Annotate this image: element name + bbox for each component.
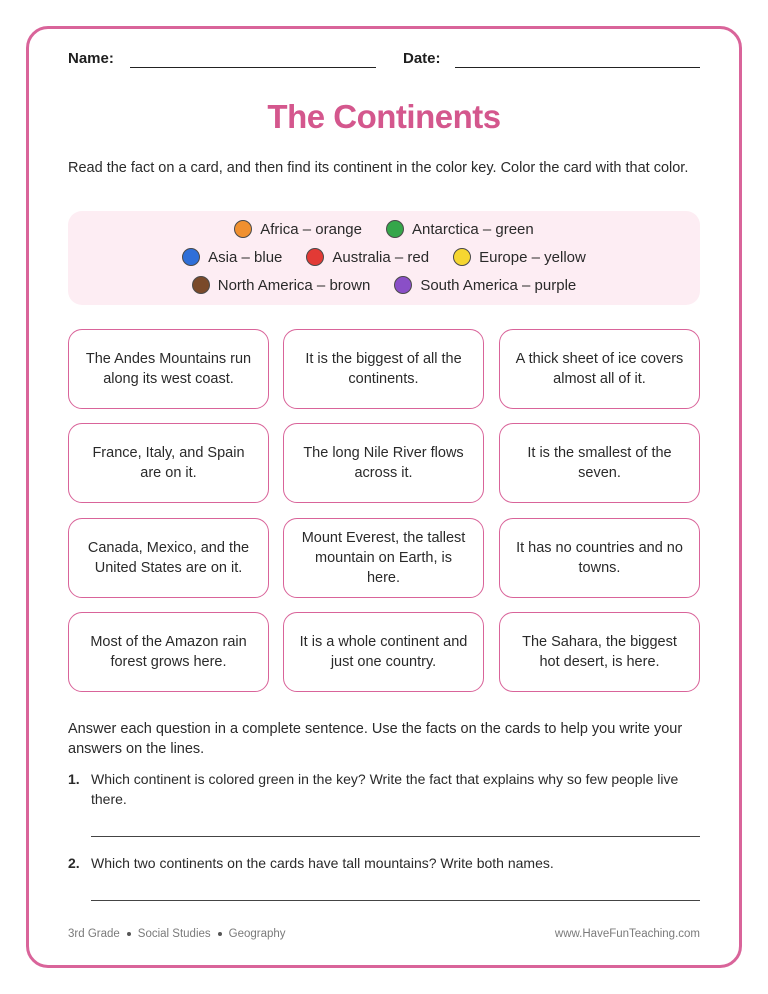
fact-card[interactable]: It is a whole continent and just one country. <box>283 612 484 692</box>
footer-tag: 3rd Grade <box>68 928 120 940</box>
question-number: 1. <box>68 771 80 787</box>
page-title: The Continents <box>267 98 501 135</box>
color-key <box>68 211 700 305</box>
questions-intro: Answer each question in a complete sentence. Use the facts on the cards to help you write your answers on the lines. <box>68 721 683 757</box>
question-text: Which continent is colored green in the key? Write the fact that explains why so few people live there. <box>91 771 679 807</box>
key-item-antarctica <box>386 220 534 238</box>
purple-dot-icon <box>394 276 412 294</box>
key-label: North America – brown <box>217 276 371 294</box>
key-label: Africa – orange <box>260 220 362 238</box>
fact-card[interactable]: The Andes Mountains run along its west coast. <box>68 329 269 409</box>
color-key-row-3 <box>68 276 700 294</box>
fact-card[interactable]: It has no countries and no towns. <box>499 518 700 598</box>
key-item-africa <box>234 220 362 238</box>
footer-website[interactable]: www.HaveFunTeaching.com <box>554 928 700 940</box>
question-number: 2. <box>68 855 80 871</box>
key-label: Australia – red <box>332 248 430 266</box>
blue-dot-icon <box>182 248 200 266</box>
key-item-europe <box>453 248 586 266</box>
name-label: Name: <box>68 50 114 67</box>
date-label: Date: <box>403 50 441 67</box>
fact-card[interactable]: It is the smallest of the seven. <box>499 423 700 503</box>
fact-card[interactable]: It is the biggest of all the continents. <box>283 329 484 409</box>
red-dot-icon <box>306 248 324 266</box>
fact-card[interactable]: France, Italy, and Spain are on it. <box>68 423 269 503</box>
question-text: Which two continents on the cards have tall mountains? Write both names. <box>91 855 554 871</box>
key-label: Antarctica – green <box>411 220 534 238</box>
header-fields <box>68 50 700 72</box>
key-item-north-america <box>192 276 371 294</box>
fact-card[interactable]: A thick sheet of ice covers almost all of it. <box>499 329 700 409</box>
fact-card[interactable]: Most of the Amazon rain forest grows here. <box>68 612 269 692</box>
fact-card[interactable]: The Sahara, the biggest hot desert, is here. <box>499 612 700 692</box>
footer-tag: Geography <box>228 928 286 940</box>
instructions: Read the fact on a card, and then find its continent in the color key. Color the card with that color. <box>68 160 689 176</box>
key-label: Asia – blue <box>208 248 283 266</box>
key-item-australia <box>306 248 429 266</box>
answer-line-2[interactable] <box>91 900 700 901</box>
fact-card[interactable]: The long Nile River flows across it. <box>283 423 484 503</box>
fact-card[interactable]: Mount Everest, the tallest mountain on Earth, is here. <box>283 518 484 598</box>
bullet-icon <box>127 932 131 936</box>
bullet-icon <box>218 932 222 936</box>
fact-card[interactable]: Canada, Mexico, and the United States are on it. <box>68 518 269 598</box>
name-line[interactable] <box>130 67 376 68</box>
brown-dot-icon <box>192 276 210 294</box>
key-label: South America – purple <box>420 276 577 294</box>
footer-tag: Social Studies <box>137 928 211 940</box>
key-item-asia <box>182 248 282 266</box>
yellow-dot-icon <box>453 248 471 266</box>
orange-dot-icon <box>234 220 252 238</box>
color-key-row-1 <box>68 220 700 238</box>
date-line[interactable] <box>455 67 700 68</box>
color-key-row-2 <box>68 248 700 266</box>
key-item-south-america <box>394 276 576 294</box>
answer-line-1[interactable] <box>91 836 700 837</box>
key-label: Europe – yellow <box>479 248 586 266</box>
green-dot-icon <box>386 220 404 238</box>
footer-tags <box>68 928 286 940</box>
